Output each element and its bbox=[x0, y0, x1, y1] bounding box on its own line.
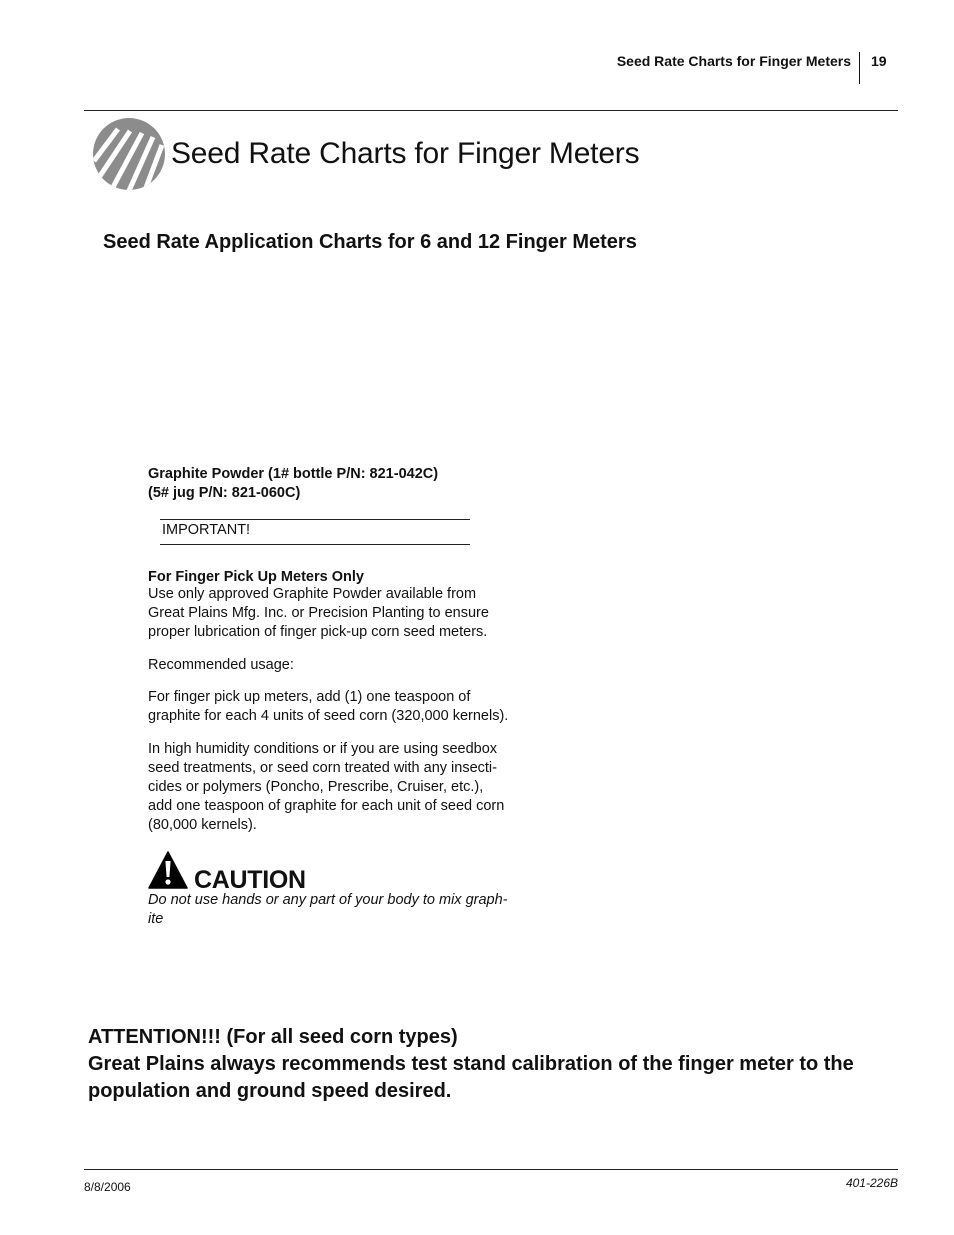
text-line: proper lubrication of finger pick-up corn seed meters. bbox=[148, 624, 488, 640]
running-header-title: Seed Rate Charts for Finger Meters bbox=[616, 53, 851, 69]
attention-line: ATTENTION!!! (For all seed corn types) bbox=[88, 1026, 458, 1048]
text-line: (80,000 kernels). bbox=[148, 817, 257, 833]
attention-notice bbox=[88, 1024, 918, 1105]
text-line: add one teaspoon of graphite for each unit of seed corn bbox=[148, 798, 505, 814]
chapter-title: Seed Rate Charts for Finger Meters bbox=[171, 137, 640, 170]
text-line: Great Plains Mfg. Inc. or Precision Planting to ensure bbox=[148, 605, 489, 621]
text-line: In high humidity conditions or if you are using seedbox bbox=[148, 741, 498, 757]
paragraph-recommended-usage: Recommended usage: bbox=[148, 657, 294, 673]
text-line: cides or polymers (Poncho, Prescribe, Cruiser, etc.), bbox=[148, 779, 484, 795]
footer-rule bbox=[84, 1169, 898, 1170]
text-line: graphite for each 4 units of seed corn (320,000 kernels). bbox=[148, 708, 509, 724]
important-label: IMPORTANT! bbox=[162, 522, 251, 538]
text-line: ite bbox=[148, 911, 164, 927]
header-rule bbox=[84, 110, 898, 111]
running-header-separator bbox=[859, 52, 860, 84]
text-line: Do not use hands or any part of your body to mix graph- bbox=[148, 892, 508, 908]
footer-doc-number: 401-226B bbox=[845, 1176, 898, 1190]
caution-text bbox=[148, 891, 538, 929]
attention-line: Great Plains always recommends test stand calibration of the finger meter to the bbox=[88, 1053, 854, 1075]
caution-label: CAUTION bbox=[194, 866, 306, 894]
graphite-title-line: (5# jug P/N: 821-060C) bbox=[148, 485, 301, 501]
text-line: seed treatments, or seed corn treated with any insecti- bbox=[148, 760, 497, 776]
graphite-title-line: Graphite Powder (1# bottle P/N: 821-042C) bbox=[148, 466, 439, 482]
paragraph-usage-standard bbox=[148, 688, 538, 726]
paragraph-usage-humidity bbox=[148, 740, 538, 835]
text-line: Use only approved Graphite Powder available from bbox=[148, 586, 477, 602]
footer-date: 8/8/2006 bbox=[84, 1180, 131, 1194]
finger-pickup-subheading: For Finger Pick Up Meters Only bbox=[148, 569, 364, 585]
great-plains-logo-icon bbox=[92, 117, 166, 191]
warning-triangle-icon bbox=[148, 851, 188, 889]
page-number: 19 bbox=[871, 53, 887, 69]
attention-line: population and ground speed desired. bbox=[88, 1080, 452, 1102]
section-heading: Seed Rate Application Charts for 6 and 12 Finger Meters bbox=[103, 231, 637, 253]
text-line: For finger pick up meters, add (1) one teaspoon of bbox=[148, 689, 471, 705]
paragraph-approved-graphite bbox=[148, 585, 538, 642]
graphite-powder-title bbox=[148, 465, 538, 503]
